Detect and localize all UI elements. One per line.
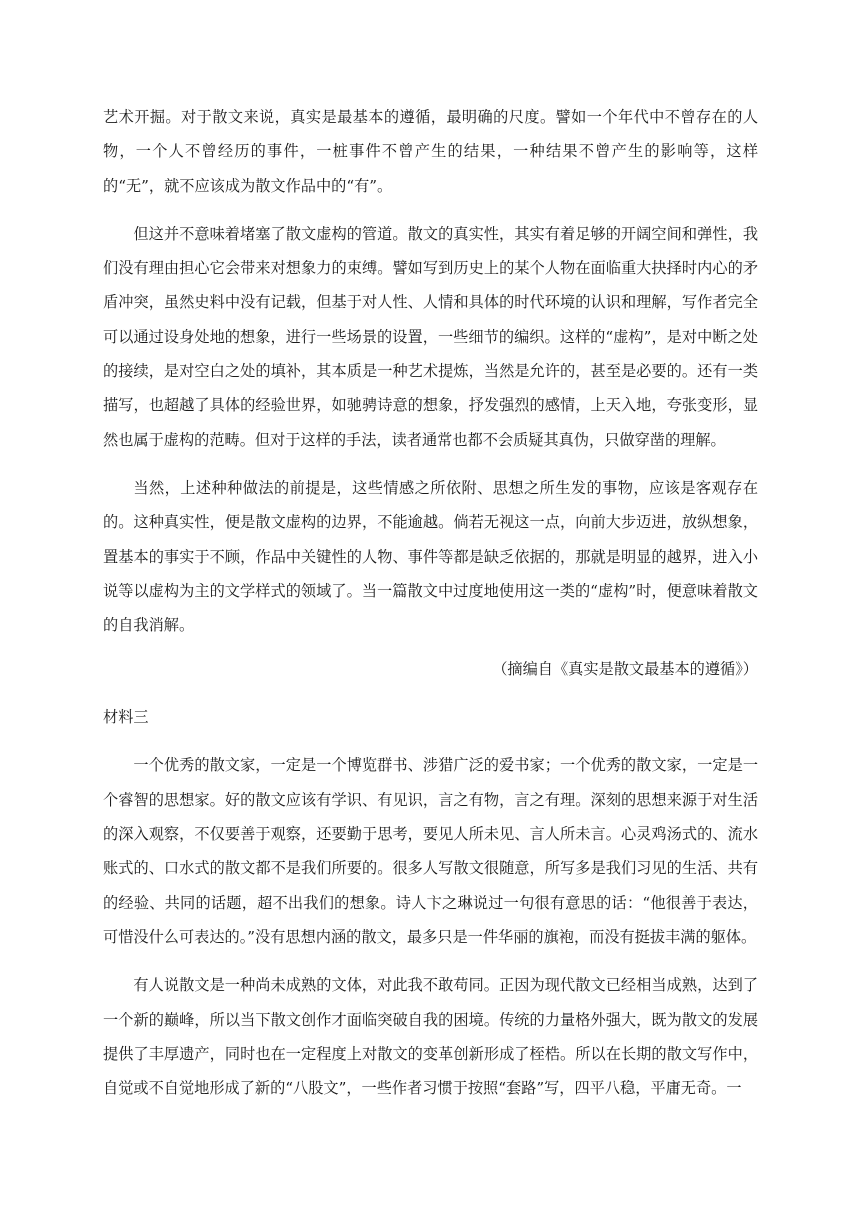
section-heading-material-three: 材料三 — [103, 708, 149, 727]
paragraph-essay-maturity: 有人说散文是一种尚未成熟的文体，对此我不敢苟同。正因为现代散文已经相当成熟，达到了一个新的巅峰，所以当下散文创作才面临突破自我的困境。传统的力量格外强大，既为散文的发展提供了丰厚遗产，同时也在一定程度上对散文的变革创新形成了桎梏。所以在长期的散文写作中，自觉或不自觉地形成了新的“八股文”，一些作者习惯于按照“套路”写，四平八稳，平庸无奇。一 — [103, 976, 758, 1098]
paragraph-fiction-channel: 但这并不意味着堵塞了散文虚构的管道。散文的真实性，其实有着足够的开阔空间和弹性，我们没有理由担心它会带来对想象力的束缚。譬如写到历史上的某个人物在面临重大抉择时内心的矛盾冲突，虽然史料中没有记载，但基于对人性、人情和具体的时代环境的认识和理解，写作者完全可以通过设身处地的想象，进行一些场景的设置，一些细节的编织。这样的“虚构”，是对中断之处的接续，是对空白之处的填补，其本质是一种艺术提炼，当然是允许的，甚至是必要的。还有一类描写，也超越了具体的经验世界，如驰骋诗意的想象，抒发强烈的感情，上天入地，夸张变形，显然也属于虚构的范畴。但对于这样的手法，读者通常也都不会质疑其真伪，只做穿凿的理解。 — [103, 224, 758, 449]
paragraph-fiction-boundary: 当然，上述种种做法的前提是，这些情感之所依附、思想之所生发的事物，应该是客观存在的。这种真实性，便是散文虚构的边界，不能逾越。倘若无视这一点，向前大步迈进，放纵想象，置基本的事实于不顾，作品中关键性的人物、事件等都是缺乏依据的，那就是明显的越界，进入小说等以虚构为主的文学样式的领域了。当一篇散文中过度地使用这一类的“虚构”时，便意味着散文的自我消解。 — [103, 478, 758, 635]
paragraph-continuation: 艺术开掘。对于散文来说，真实是最基本的遵循，最明确的尺度。譬如一个年代中不曾存在的人物，一个人不曾经历的事件，一桩事件不曾产生的结果，一种结果不曾产生的影响等，这样的“无”，就不应该成为散文作品中的“有”。 — [103, 108, 758, 195]
document-page — [103, 100, 758, 1105]
paragraph-essayist-thinker: 一个优秀的散文家，一定是一个博览群书、涉猎广泛的爱书家；一个优秀的散文家，一定是一个睿智的思想家。好的散文应该有学识、有见识，言之有物，言之有理。深刻的思想来源于对生活的深入观察，不仅要善于观察，还要勤于思考，要见人所未见、言人所未言。心灵鸡汤式的、流水账式的、口水式的散文都不是我们所要的。很多人写散文很随意，所写多是我们习见的生活、共有的经验、共同的话题，超不出我们的想象。诗人卞之琳说过一句很有意思的话：“他很善于表达，可惜没什么可表达的。”没有思想内涵的散文，最多只是一件华丽的旗袍，而没有挺拔丰满的躯体。 — [103, 756, 758, 946]
source-citation: （摘编自《真实是散文最基本的遵循》） — [492, 660, 758, 679]
